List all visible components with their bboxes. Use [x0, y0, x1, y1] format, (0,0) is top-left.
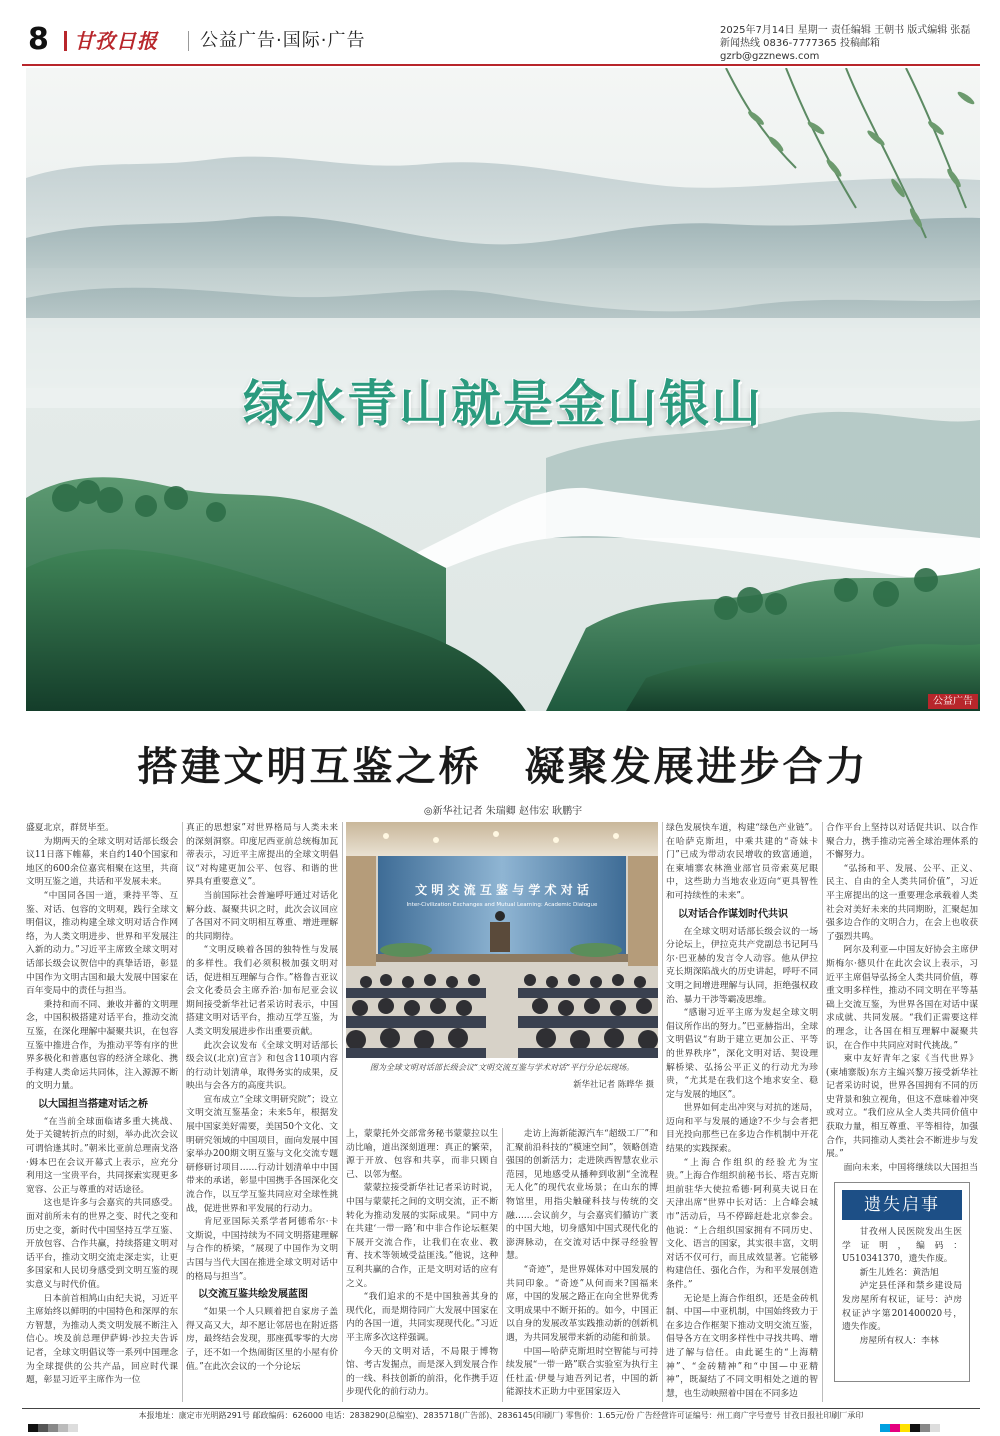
lost-notice-title: 遗失启事: [842, 1190, 962, 1220]
notice-item: 泸定县任泽和禁乡建设局发房屋所有权证，证号：泸房权证泸字第201400020号，遗失作废。: [842, 1281, 962, 1333]
paragraph: 为期两天的全球文明对话部长级会议11日落下帷幕，来自约140个国家和地区的600余位嘉宾相聚在这里，共商文明互鉴之道，共话和平发展未来。: [26, 836, 178, 888]
article-column-5: [666, 822, 818, 1402]
paragraph: 阿尔及利亚—中国友好协会主席伊斯梅尔·德贝什在此次会议上表示，习近平主席倡导弘扬全人类共同价值，尊重文明多样性，推动不同文明在平等基础上交流互鉴，为世界各国在对话中谋求成就、共同发展。“我们正需要这样的理念，让各国在相互理解中凝聚共识，在合作中共同应对时代挑战。”: [826, 945, 978, 1051]
paragraph: “感谢习近平主席为发起全球文明倡议所作出的努力。”巴亚赫指出，全球文明倡议“有助于建立更加公正、平等的世界秩序”，深化文明对话、契设理解桥梁、弘扬公平正义的行动尤为珍贵，“尤其是在我们这个地求安全、稳定与发展的地区”。: [666, 1008, 818, 1100]
column-rule: [182, 822, 183, 1402]
subheading: 以大国担当搭建对话之桥: [38, 1098, 148, 1110]
paragraph: “在当前全球面临诸多重大挑战、处于关键转折点的时刻，举办此次会议可谓恰逢其时。”朝米比亚前总理南戈洛·姆本巴在会议开幕式上表示，应充分利用这一宝贵平台，共同探索实现更多宽容、公正与尊重的对话途径。: [26, 1116, 178, 1195]
paragraph: 日本前首相鸠山由纪夫说，习近平主席始终以鲜明的中国特色和深厚的东方智慧，为推动人类文明发展不断注入信心。埃及前总理伊萨姆·沙拉夫告诉记者，全球文明倡议等一系列中国理念为全球提供的公共产品，回应时代课题，彰显习近平主席作为一位: [26, 1293, 178, 1386]
column-rule: [502, 1128, 503, 1402]
footer-rule: [22, 1408, 980, 1409]
paragraph: 秉持和而不同、兼收并蓄的文明理念，中国积极搭建对话平台，推动交流互鉴，在深化理解中凝聚共识，在包容互鉴中推进合作，为推动平等有序的世界多极化和普惠包容的经济全球化、携手构建人类命运共同体，注入源源不断的文明力量。: [26, 999, 178, 1092]
paragraph: 这也是许多与会嘉宾的共同感受。面对前所未有的世界之变、时代之变和历史之变，新时代中国坚持互学互鉴、开放包容、合作共赢，持续搭建文明对话平台，推动文明交流走深走实，让更多国家和人民切身感受到文明互鉴的现实意义与时代价值。: [26, 1198, 178, 1290]
subheading: 以交流互鉴共绘发展蓝图: [198, 1289, 308, 1301]
conference-photo: [346, 822, 658, 1058]
notice-item: 新生儿姓名：黄浩旭: [859, 1267, 939, 1278]
paragraph: 蒙蒙拉接受新华社记者采访时说，中国与蒙蒙托之间的文明交流，正不断转化为推动发展的实际成果。“同中方在共建‘一带一路’和中非合作论坛框架下展开交流合作，让我们在农业、教育、技术等领域受益匪浅。”他说，这种互利共赢的合作，正是文明对话的应有之义。: [346, 1183, 498, 1289]
notice-item: 房屋所有权人：李林: [859, 1335, 939, 1346]
article-column-1: [26, 822, 178, 1402]
paragraph: 当前国际社会普遍呼吁通过对话化解分歧、凝聚共识之时，此次会议回应了各国对不同文明相互尊重、增进理解的共同期待。: [186, 890, 338, 942]
color-registration-bar-right: [880, 1424, 940, 1432]
paragraph: 肯尼亚国际关系学者阿德希尔·卡文斯说，中国持续为不同文明搭建理解与合作的桥梁，“展现了中国作为文明古国与当代大国在推进全球文明对话中的格局与担当”。: [186, 1217, 338, 1282]
public-service-ad: [26, 68, 980, 711]
masthead-divider: [64, 31, 67, 51]
section-title: 公益广告·国际·广告: [200, 30, 366, 51]
article-column-4: [506, 1128, 658, 1402]
subheading: 以对话合作谋划时代共识: [678, 908, 788, 920]
ad-label: 公益广告: [928, 694, 978, 709]
paragraph: 盛夏北京，群贤毕至。: [26, 823, 114, 833]
paragraph: “我们追求的不是中国独善其身的现代化，而是期待同广大发展中国家在内的各国一道，共同实现现代化。”习近平主席多次这样强调。: [346, 1292, 498, 1343]
paragraph: “上海合作组织的经验尤为宝贵。”上海合作组织前秘书长、塔吉克斯坦前驻华大使拉希德·阿利莫夫说日在天津出席“世界中长对话：上合峰会城市”活动后，马不停蹄赶赴北京参会。他说：“上合组织国家拥有不同历史、文化、语言的国家，其实很丰富，文明对话不仅可行，而且成效显著。它能够构建信任、强化合作，为和平发展创造条件。”: [666, 1157, 818, 1290]
column-rule: [822, 822, 823, 1402]
paragraph: 无论是上海合作组织，还是金砖机制、中国—中亚机制，中国始终致力于在多边合作框架下推动文明交流互鉴，倡导各方在文明多样性中寻找共鸣、增进了解与信任。由此诞生的“上海精神”、“金砖精神”和“中国—中亚精神”，既凝结了不同文明相处之道的智慧，也生动映照着中国在不同多边: [666, 1293, 818, 1399]
paragraph: 此次会议发布《全球文明对话部长级会议(北京)宣言》和包含110项内容的行动计划清单，取得务实的成果，反映出与会各方的高度共识。: [186, 1040, 338, 1092]
article-column-6: [826, 822, 978, 1172]
paragraph: 走访上海新能源汽车“超级工厂”和汇聚前沿科技的“模速空间”，领略创造强国的创新活力；走进陕西智慧农业示范园，见地感受从播种到收割“全流程无人化”的现代农业场景；在山东的博物馆里，用指尖触碰科技与传统的交融……会议前夕，与会嘉宾们循访广袤的中国大地，切身感知中国式现代化的澎湃脉动，在交流对话中探寻经验智慧。: [506, 1129, 658, 1262]
paragraph: 在全球文明对话部长级会议的一场分论坛上，伊拉克共产党副总书记阿马尔·巴亚赫的发言令人动容。他从伊拉克长期深陷战火的历史讲起，呼吁不同文明之间增进理解与认同，拒绝强权政治、暴力干涉等霸凌思维。: [666, 926, 818, 1005]
paragraph: 真正的思想家”对世界格局与人类未来的深刻洞察。印度尼西亚前总统梅加瓦蒂表示，习近平主席提出的全球文明倡议“对构建更加公平、包容、和谐的世界具有重要意义”。: [186, 823, 338, 888]
paragraph: 柬中友好青年之家《当代世界》(柬埔寨版)东方主编兴黎万接受新华社记者采访时说，世界各国拥有不同的历史背景和独立视角，但这不意味着冲突或对立。“我们应从全人类共同价值中获取力量，相互尊重、平等相待，加强合作，共同推动人类社会不断进步与发展。”: [826, 1054, 978, 1160]
article-byline: ◎新华社记者 朱瑞卿 赵伟宏 耿鹏宇: [423, 806, 583, 817]
paragraph: 今天的文明对话，不局限于博物馆、考古发掘点，而是深入到发展合作的一线、科技创新的前沿，化作携手迈步现代化的前行动力。: [346, 1346, 498, 1398]
paragraph: “弘扬和平、发展、公平、正义、民主、自由的全人类共同价值”，习近平主席提出的这一重要理念承载着人类社会对美好未来的共同期盼，汇聚起加强多边合作的文明合力，在会上也收获了强烈共鸣。: [826, 863, 978, 942]
article-column-2: [186, 822, 338, 1402]
edition-contact: 新闻热线 0836-7777365 投稿邮箱 gzrb@gzznews.com: [720, 38, 880, 62]
paragraph: 上，蒙蒙托外交部常务秘书蒙蒙拉以生动比喻，道出深刻道理：真正的繁荣，源于开放、包容和共享，而非只顾自己、以邻为壑。: [346, 1129, 498, 1180]
notice-item: 甘孜州人民医院发出生医学证明，编码：U510341370，遗失作废。: [842, 1227, 962, 1265]
edition-meta: [720, 24, 980, 63]
backdrop-session-title: 文 明 交 流 互 鉴 与 学 术 对 话: [415, 883, 589, 897]
color-registration-bar-left: [28, 1424, 78, 1432]
paper-logo: 甘孜日报: [74, 29, 158, 53]
paragraph: “中国同各国一道，秉持平等、互鉴、对话、包容的文明观，践行全球文明倡议，推动构建全球文明对话合作网络，为人类文明进步、世界和平发展注入新的动力。”习近平主席致全球文明对话部长级会议贺信中的真挚话语，彰显中国作为文明古国和最大发展中国家在百年变局中的责任与担当。: [26, 890, 178, 997]
masthead: [22, 22, 980, 62]
paragraph: 绿色发展快车道，构建“绿色产业链”。在哈萨克斯坦，中乘共建的“奇妹卡门”已成为带动农民增收的致富通道，在柬埔寨农林渔业部官员帝索莫尼眼中，这些助力当地农业迈向“更具智性和可持续性的未来”。: [666, 823, 818, 901]
backdrop-session-title-en: Inter-Civilization Exchanges and Mutual Learning: Academic Dialogue: [406, 902, 598, 908]
column-rule: [342, 822, 343, 1402]
imprint-footer: 本报地址：康定市光明路291号 邮政编码：626000 电话：2838290(总编室)、2835718(广告部)、2836145(印刷厂) 零售价：1.65元/份 广告经营许可证编号：州工商广字号壹号 甘孜日报社印刷厂承印: [138, 1411, 864, 1420]
paragraph: 面向未来，中国将继续以大国担当: [843, 1162, 978, 1172]
paragraph: “如果一个人只顾着把自家房子盖得又高又大，却不愿让邻居也在附近搭房，最终结会发现，那座孤零零的大房子，还不如一个热闹街区里的小屋有价值。”在此次会议的一个分论坛: [186, 1307, 338, 1372]
ad-slogan: 绿水青山就是金山银山: [243, 375, 763, 433]
edition-date-editors: 2025年7月14日 星期一 责任编辑 王朝书 版式编辑 张磊: [720, 25, 971, 36]
paragraph: “奇迹”，是世界媒体对中国发展的共同印象。“奇迹”从何而来?国福来席，中国的发展之路正在向全世界优秀文明成果中不断开拓的。如今，中国正以自身的发展改革实践推动新的创新机遇，为共同发展带来新的动能和前景。: [506, 1264, 658, 1343]
photo-caption: 图为全球文明对话部长级会议“文明交流互鉴与学术对话”平行分论坛现场。: [369, 1063, 635, 1072]
article-headline: 搭建文明互鉴之桥 凝聚发展进步合力: [137, 744, 869, 790]
section-divider: [188, 31, 189, 51]
paragraph: 世界如何走出冲突与对抗的迷局，迈向和平与发展的通途?不少与会者把目光投向那些已在多边合作机制中开花结果的实践探索。: [666, 1103, 818, 1155]
paragraph: 合作平台上坚持以对话促共识、以合作聚合力，携手推动完善全球治理体系的不懈努力。: [826, 823, 978, 861]
column-rule: [662, 822, 663, 1402]
article-column-3: [346, 1128, 498, 1402]
paragraph: 中国—哈萨克斯坦时空智能与可持续发展“一带一路”联合实验室为执行主任杜孟·伊曼与迪吾列记者，中国的新能源技术正助力中亚国家迈入: [506, 1346, 658, 1398]
lost-notice-body: [842, 1226, 962, 1376]
paragraph: 宣布成立“全球文明研究院”；设立文明交流互鉴基金；未来5年，根据发展中国家美好需要，美国50个文化、文明研究领域的中国项目，面向发展中国家举办200期文明互鉴与文化交流专题研修研讨项目……行动计划清单中中国带来的承诺，彰显中国携手各国深化交流合作，以互学互鉴共同应对全球性挑战，促进世界和平发展的行动力。: [186, 1094, 338, 1214]
conference-hall-illustration: [346, 822, 658, 1058]
header-rule: [22, 64, 980, 66]
photo-credit: 新华社记者 陈晔华 摄: [573, 1079, 654, 1089]
paragraph: “文明反映着各国的独特性与发展的多样性。我们必须积极加强文明对话，促进相互理解与合作。”格鲁吉亚议会文化委员会主席乔治·加布尼亚会议期间接受新华社记者采访时表示，中国搭建文明对话平台，推动互学互鉴，为人类文明发展进步作出重要贡献。: [186, 945, 338, 1037]
page-number: 8: [28, 22, 49, 57]
